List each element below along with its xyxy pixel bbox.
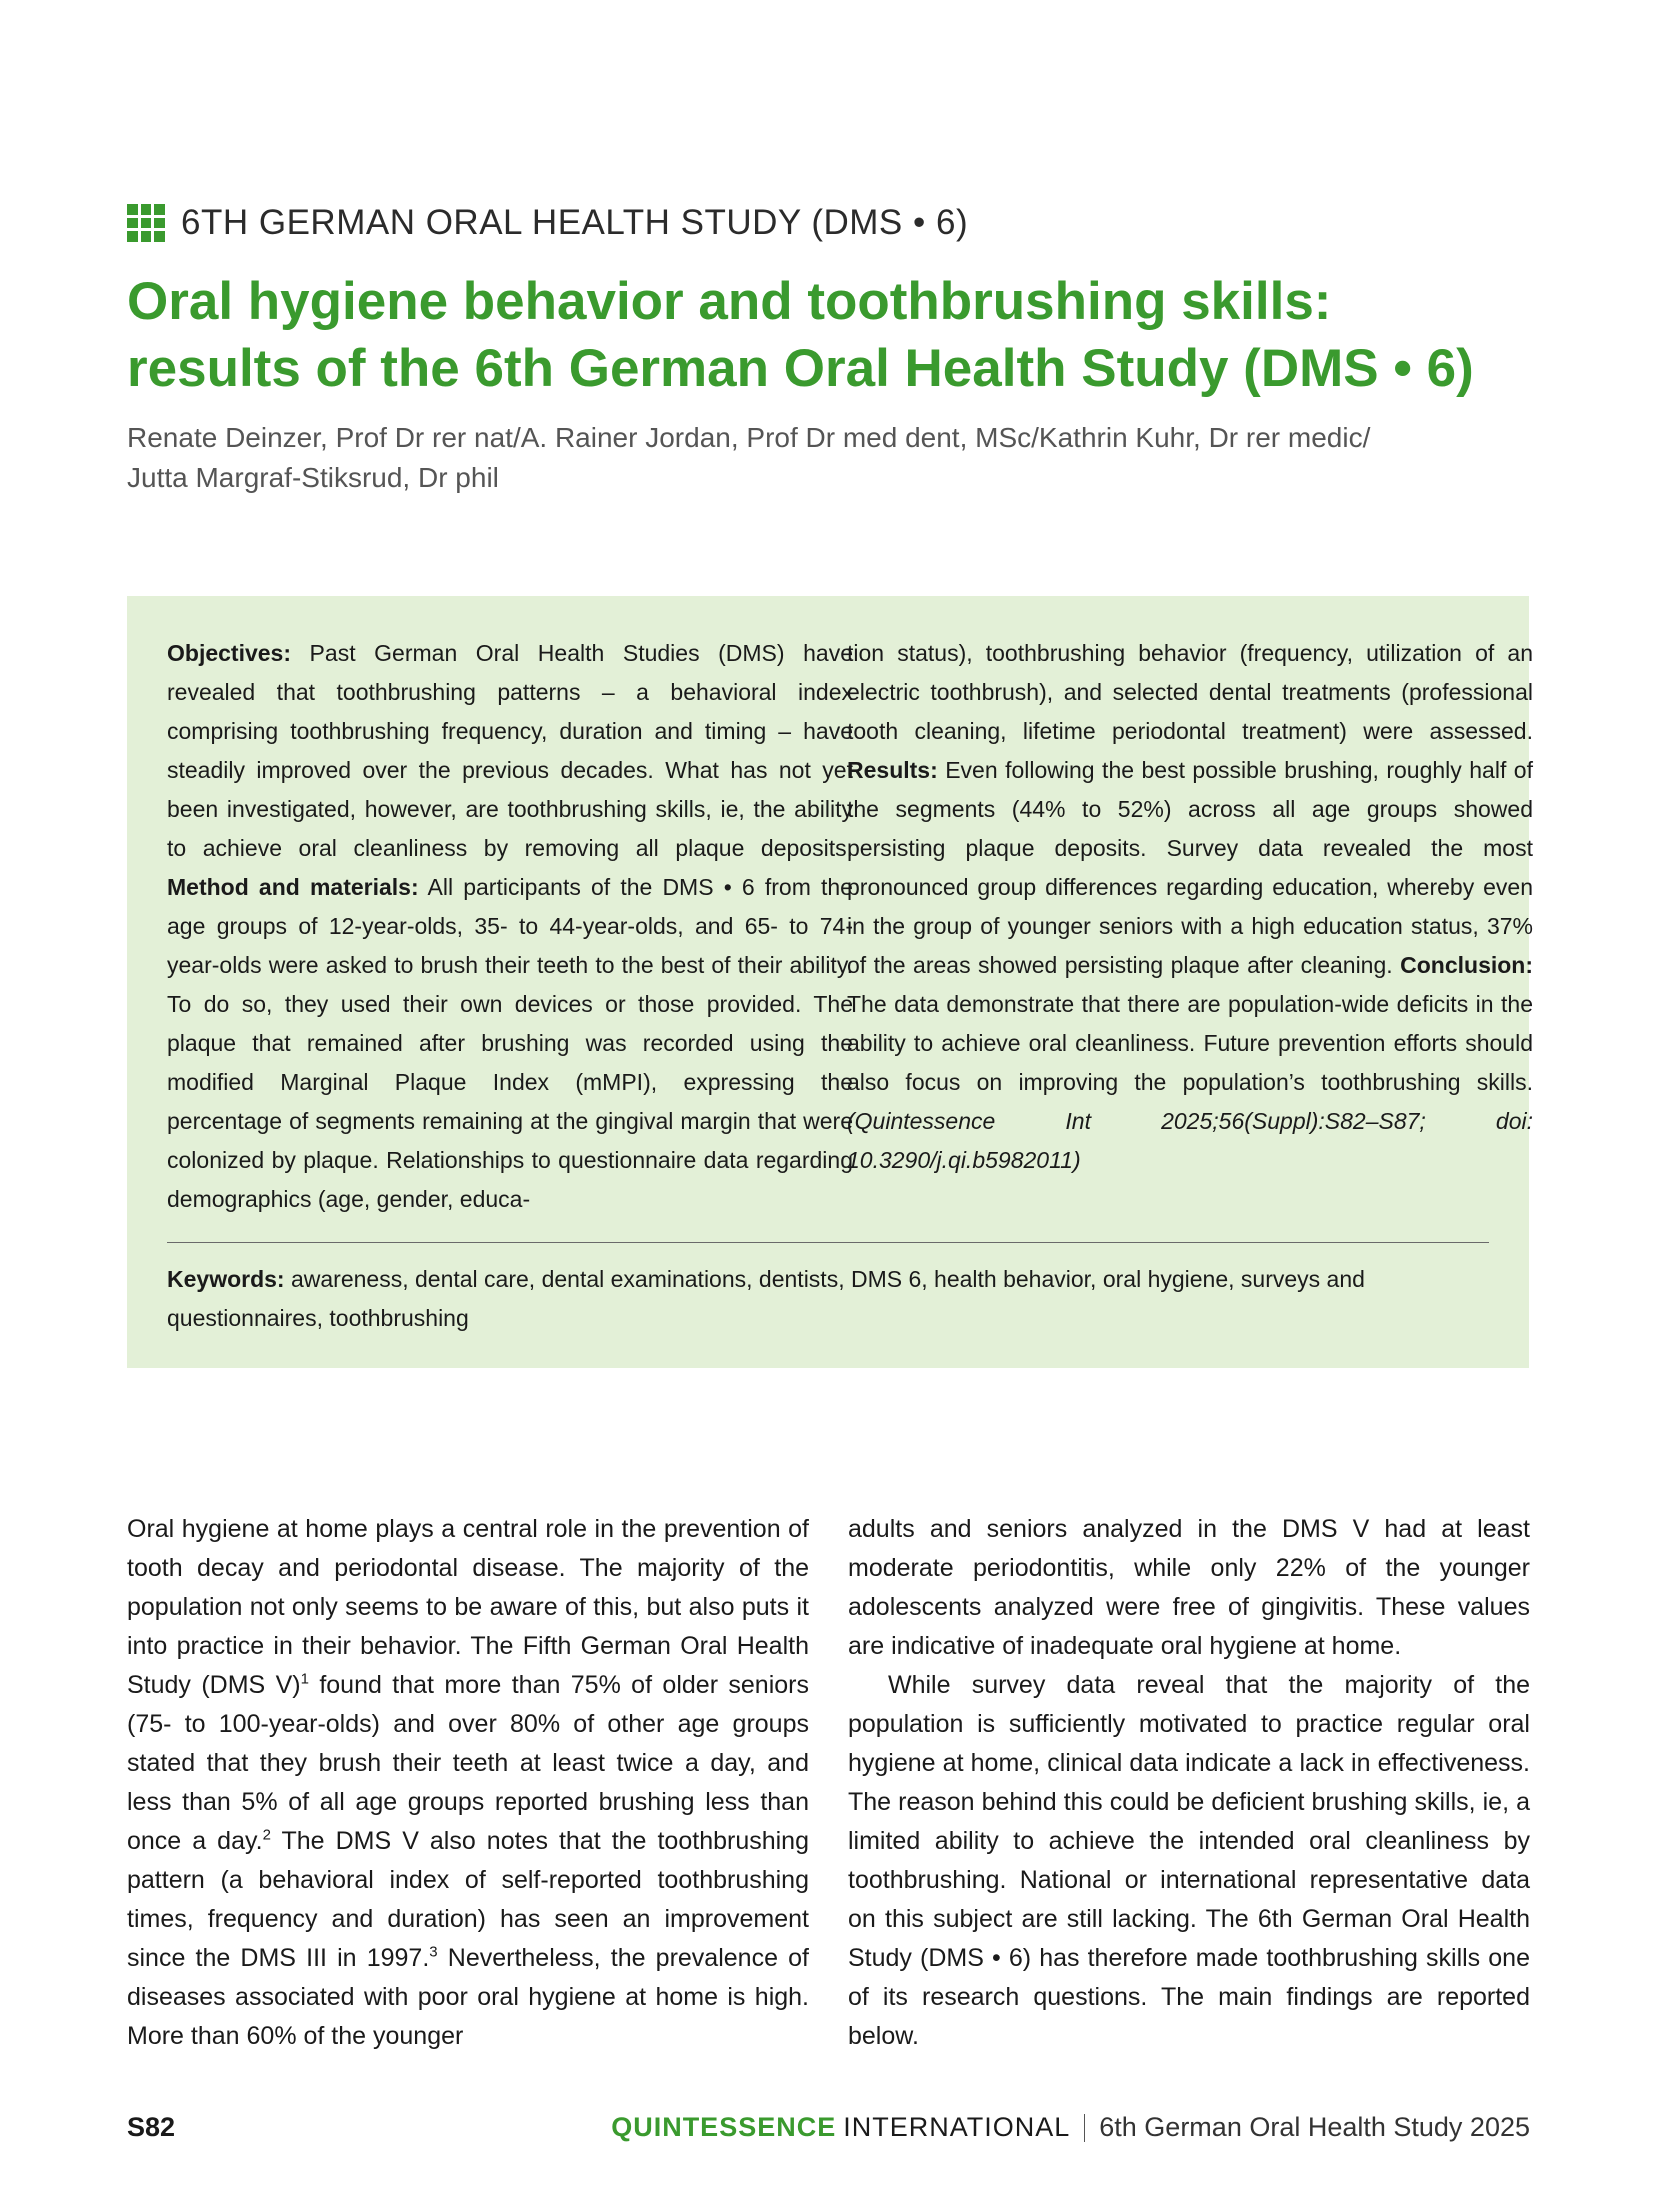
series-label: 6TH GERMAN ORAL HEALTH STUDY (DMS • 6) [181,203,969,242]
body-column-left [127,1510,809,2056]
objectives-label: Objectives: [167,640,291,666]
citation: (Quintessence Int 2025;56(Suppl):S82–S87; doi: 10.3290/j.qi.b5982011) [847,1108,1533,1173]
reference-3[interactable]: 3 [429,1943,438,1961]
issue-label: 6th German Oral Health Study 2025 [1099,2112,1530,2142]
footer [611,2112,1530,2143]
title-line-1: Oral hygiene behavior and toothbrushing skills: [127,272,1332,331]
page-number: S82 [127,2112,176,2142]
results-label: Results: [847,757,938,783]
series-header [127,200,968,246]
journal-brand-bold: QUINTESSENCE [611,2112,837,2142]
body-column-right [848,1510,1530,2056]
objectives-text: Past German Oral Health Studies (DMS) have revealed that toothbrushing patterns – a behavioral index comprising toothbrushing frequency, duration and timing – have steadily improved over the previous decades. What has not yet been investigated, however, are toothbrushing skills, ie, the ability to achieve oral cleanliness by removing all plaque deposits. [167,640,853,861]
abstract-box [127,596,1534,1368]
author-list [127,418,1547,498]
footer-separator [1084,2114,1085,2142]
body-text: Nevertheless, the prevalence of diseases associated with poor oral hygiene at home is high. More than 60% of the younger [127,1944,809,2050]
body-paragraph: adults and seniors analyzed in the DMS V had at least moderate periodontitis, while only 22% of the younger adolescents analyzed were free of gingivitis. These values are indicative of inadequate oral hygiene at home. [848,1515,1530,1660]
conclusion-text: The data demonstrate that there are population-wide deficits in the ability to achieve oral cleanliness. Future prevention efforts should also focus on improving the population’s toothbrushing skills. [847,991,1533,1095]
body-text: The DMS V also notes that the toothbrushing pattern (a behavioral index of self-reported toothbrushing times, frequency and duration) has seen an improvement since the DMS III in 1997. [127,1827,809,1972]
keywords-text: awareness, dental care, dental examinations, dentists, DMS 6, health behavior, oral hygiene, surveys and questionnaires, toothbrushing [167,1266,1365,1331]
body-paragraph [127,1510,809,2056]
authors-line-1: Renate Deinzer, Prof Dr rer nat/A. Rainer Jordan, Prof Dr med dent, MSc/Kathrin Kuhr, Dr rer medic/ [127,422,1371,453]
reference-1[interactable]: 1 [300,1670,309,1688]
title-line-2: results of the 6th German Oral Health Study (DMS • 6) [127,339,1474,398]
keywords [167,1260,1489,1338]
conclusion-label: Conclusion: [1400,952,1534,978]
abstract-column-left [167,634,853,1219]
methods-text: All participants of the DMS • 6 from the age groups of 12-year-olds, 35- to 44-year-olds, and 65- to 74-year-olds were asked to brush their teeth to the best of their ability. To do so, they used their own devices or those provided. The plaque that remained after brushing was recorded using the modified Marginal Plaque Index (mMPI), expressing the percentage of segments remaining at the gingival margin that were colonized by plaque. Relationships to questionnaire data regarding demographics (age, gender, educa- [167,874,853,1212]
reference-2[interactable]: 2 [262,1826,271,1844]
abstract-column-right [847,634,1533,1180]
body-text: Oral hygiene at home plays a central role in the prevention of tooth decay and periodontal disease. The majority of the population not only seems to be aware of this, but also puts it into practice in their behavior. The Fifth German Oral Health Study (DMS V) [127,1515,809,1699]
grid-icon [127,204,165,242]
journal-brand-rest: INTERNATIONAL [843,2112,1071,2142]
body-paragraph: While survey data reveal that the majority of the population is sufficiently motivated to practice regular oral hygiene at home, clinical data indicate a lack in effectiveness. The reason behind this could be deficient brushing skills, ie, a limited ability to achieve the intended oral cleanliness by toothbrushing. National or international representative data on this subject are still lacking. The 6th German Oral Health Study (DMS • 6) has therefore made toothbrushing skills one of its research questions. The main findings are reported below. [848,1671,1530,2050]
methods-label: Method and materials: [167,874,419,900]
article-title [127,268,1547,402]
results-text: Even following the best possible brushing, roughly half of the segments (44% to 52%) across all age groups showed persisting plaque deposits. Survey data revealed the most pronounced group differences regarding education, whereby even in the group of younger seniors with a high education status, 37% of the areas showed persisting plaque after cleaning. [847,757,1533,978]
body-text: found that more than 75% of older seniors (75- to 100-year-olds) and over 80% of other age groups stated that they brush their teeth at least twice a day, and less than 5% of all age groups reported brushing less than once a day. [127,1671,809,1855]
abstract-divider [167,1242,1489,1243]
authors-line-2: Jutta Margraf-Stiksrud, Dr phil [127,462,499,493]
keywords-label: Keywords: [167,1266,285,1292]
methods-text-continued: tion status), toothbrushing behavior (frequency, utilization of an electric toothbrush), and selected dental treatments (professional tooth cleaning, lifetime periodontal treatment) were assessed. [847,640,1533,744]
